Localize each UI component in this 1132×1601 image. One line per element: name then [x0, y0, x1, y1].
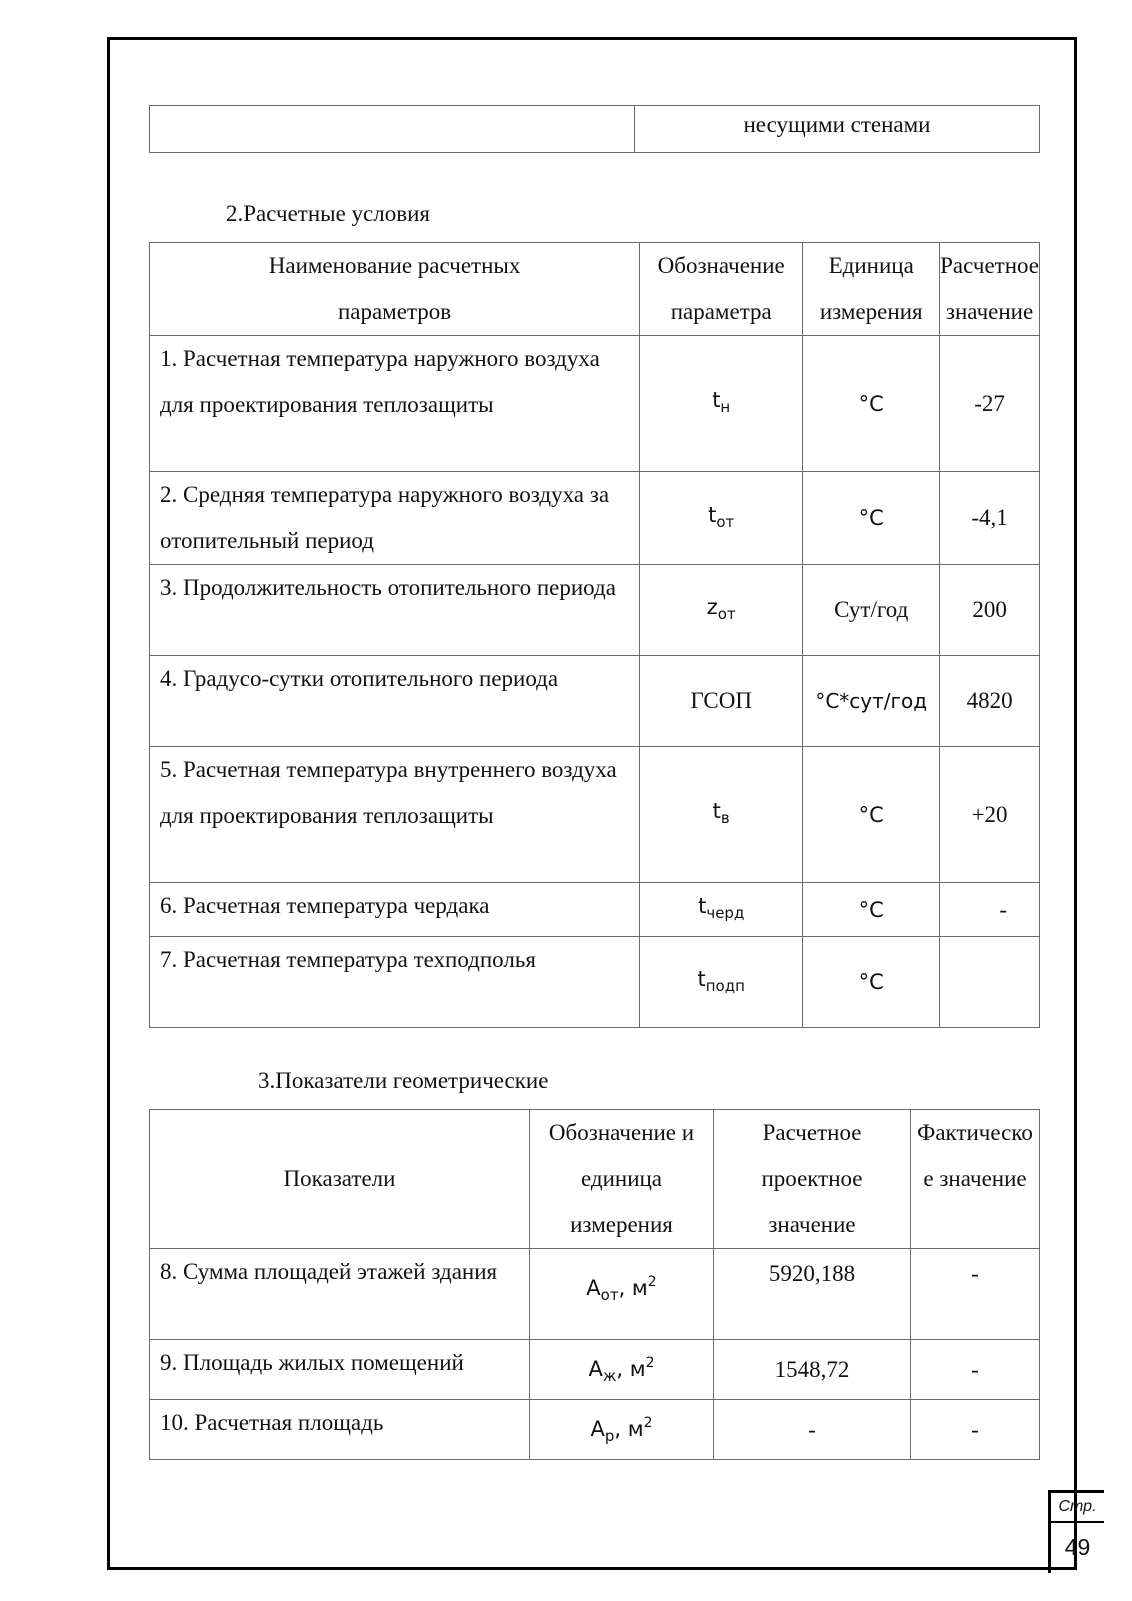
indicator-designation: $A_ж$, $м^2$ [530, 1340, 714, 1400]
param-symbol: $t_{от}$ [640, 472, 803, 565]
indicator-design-value: - [714, 1400, 911, 1460]
table-row [150, 656, 1040, 747]
table-row [150, 1249, 1040, 1340]
param-value: -27 [940, 336, 1040, 472]
indicator-design-value: 5920,188 [714, 1249, 911, 1340]
table-row [150, 883, 1040, 937]
conditions-table [149, 242, 1040, 1028]
header-indicator: Показатели [150, 1110, 530, 1249]
param-symbol: $t_в$ [640, 747, 803, 883]
table-row [150, 747, 1040, 883]
param-unit: °C [803, 336, 940, 472]
header-design-value: Расчетное проектное значение [714, 1110, 911, 1249]
param-name: 1. Расчетная температура наружного воздуха для проектирования теплозащиты [150, 336, 640, 472]
indicator-actual-value: - [911, 1400, 1040, 1460]
page-number: 49 [1064, 1534, 1091, 1560]
section3-heading: 3.Показатели геометрические [258, 1068, 549, 1093]
header-name: Наименование расчетных параметров [150, 243, 640, 336]
param-name: 4. Градусо-сутки отопительного периода [150, 656, 640, 747]
header-actual-value: Фактическое значение [911, 1110, 1040, 1249]
table-row [150, 1340, 1040, 1400]
param-unit: °C*сут/год [803, 656, 940, 747]
header-designation: Обозначение и единица измерения [530, 1110, 714, 1249]
param-unit: Сут/год [803, 565, 940, 656]
indicator-actual-value: - [911, 1340, 1040, 1400]
table-row [150, 472, 1040, 565]
param-symbol: $t_{черд}$ [640, 883, 803, 937]
param-name: 7. Расчетная температура техподполья [150, 937, 640, 1028]
param-value: - [940, 883, 1040, 937]
param-unit: °C [803, 747, 940, 883]
indicator-actual-value: - [911, 1249, 1040, 1340]
indicator-designation: $A_р$, $м^2$ [530, 1400, 714, 1460]
param-value [940, 937, 1040, 1028]
param-value: -4,1 [940, 472, 1040, 565]
param-symbol: $t_н$ [640, 336, 803, 472]
table-row [150, 336, 1040, 472]
table-header-row [150, 1110, 1040, 1249]
param-value: 4820 [940, 656, 1040, 747]
indicator-name: 8. Сумма площадей этажей здания [150, 1249, 530, 1340]
param-name: 5. Расчетная температура внутреннего воздуха для проектирования теплозащиты [150, 747, 640, 883]
param-symbol: $t_{подп}$ [640, 937, 803, 1028]
indicator-design-value: 1548,72 [714, 1340, 911, 1400]
top-table-cell-right: несущими стенами [635, 106, 1040, 153]
header-value: Расчетное значение [940, 243, 1040, 336]
param-unit: °C [803, 937, 940, 1028]
param-name: 2. Средняя температура наружного воздуха за отопительный период [150, 472, 640, 565]
param-value: 200 [940, 565, 1040, 656]
table-row [150, 1400, 1040, 1460]
table-row [150, 937, 1040, 1028]
param-unit: °C [803, 472, 940, 565]
top-table [149, 105, 1040, 153]
page-number-stamp [1048, 1490, 1104, 1573]
param-value: +20 [940, 747, 1040, 883]
indicator-name: 10. Расчетная площадь [150, 1400, 530, 1460]
header-symbol: Обозначение параметра [640, 243, 803, 336]
geometry-table [149, 1109, 1040, 1460]
header-unit: Единица измерения [803, 243, 940, 336]
indicator-designation: $A_{от}$, $м^2$ [530, 1249, 714, 1340]
page-label: Стр. [1051, 1493, 1104, 1523]
top-table-cell-left [150, 106, 635, 153]
param-symbol: $z_{от}$ [640, 565, 803, 656]
param-name: 6. Расчетная температура чердака [150, 883, 640, 937]
param-name: 3. Продолжительность отопительного периода [150, 565, 640, 656]
section2-heading: 2.Расчетные условия [226, 201, 430, 226]
param-symbol: ГСОП [640, 656, 803, 747]
table-header-row [150, 243, 1040, 336]
param-unit: °C [803, 883, 940, 937]
indicator-name: 9. Площадь жилых помещений [150, 1340, 530, 1400]
table-row [150, 565, 1040, 656]
